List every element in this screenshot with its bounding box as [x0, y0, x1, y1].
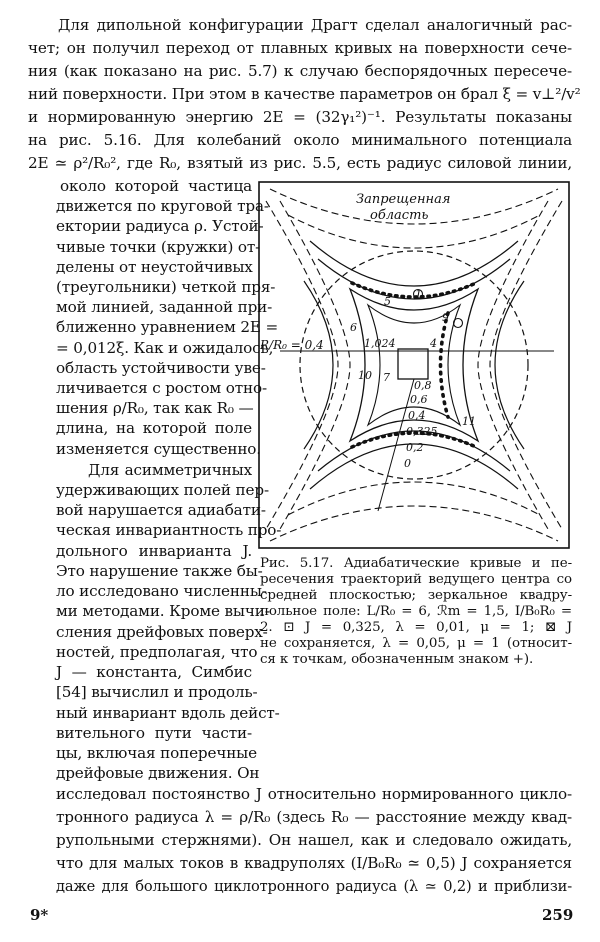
solid-curve [495, 281, 524, 449]
text-line: тронного радиуса λ = ρ/R₀ (здесь R₀ — расстояние между квад- [56, 808, 572, 826]
text-line: вой нарушается адиабати- [56, 501, 266, 519]
solid-curve [304, 281, 333, 449]
forbidden-region-label-1: Запрещенная [356, 192, 451, 207]
text-line: рупольными стержнями). Он нашел, как и следовало ожидать, [56, 831, 572, 849]
text-line: изменяется существенно. [56, 440, 261, 458]
text-line: 2E ≃ ρ²/R₀², где R₀, взятый из рис. 5.5, есть радиус силовой линии, [28, 154, 572, 172]
page-number: 259 [542, 906, 574, 924]
text-line: ческая инвариантность про- [56, 521, 282, 539]
figure-adiabatic-curves [258, 181, 570, 549]
center-square [398, 349, 428, 379]
text-line: делены от неустойчивых [56, 258, 253, 276]
curve-number: 0,2 [406, 441, 424, 454]
text-line: вительного пути части- [56, 724, 252, 742]
dashed-curve [266, 201, 338, 529]
text-line: ний поверхности. При этом в качестве параметров он брал ξ = v⊥²/v² [28, 85, 581, 103]
text-line: чет; он получил переход от плавных кривых на поверхности сече- [28, 39, 572, 57]
text-line: шения ρ/R₀, так как R₀ — [56, 399, 254, 417]
curve-number: 5 [384, 295, 391, 308]
figure-caption-line: не сохраняется, λ = 0,05, μ = 1 (относит- [260, 636, 572, 651]
text-line: мой линией, заданной при- [56, 298, 273, 316]
text-line: J — константа, Симбис [56, 663, 252, 681]
dashed-curve [280, 201, 350, 529]
figure-caption-line: ресечения траекторий ведущего центра со [260, 572, 572, 587]
solid-curve [310, 241, 518, 286]
curve-number: 0,6 [410, 393, 428, 406]
curve-number: 9 [442, 311, 449, 324]
curve-number: 10 [358, 369, 372, 382]
axis-label: R/R₀ = 0,4 [260, 338, 324, 352]
figure-caption-line: средней плоскостью; зеркальное квадру- [260, 588, 572, 603]
text-line: и нормированную энергию 2E = (32γ₁²)⁻¹. Результаты показаны [28, 108, 572, 126]
curve-number: 0,8 [414, 379, 432, 392]
curve-number: 6 [350, 321, 357, 334]
text-line: (треугольники) четкой пря- [56, 278, 276, 296]
text-line: Для асимметричных [88, 461, 252, 479]
text-line: ми методами. Кроме вычи- [56, 602, 270, 620]
dashed-curve [478, 201, 548, 529]
dashed-curve [288, 482, 540, 515]
text-line: ностей, предполагая, что [56, 643, 258, 661]
dashed-curve [270, 506, 558, 541]
text-line: удерживающих полей пер- [56, 481, 269, 499]
curve-number: 11 [462, 415, 476, 428]
text-line: ный инвариант вдоль дейст- [56, 704, 280, 722]
curve-number: 0 [404, 457, 411, 470]
text-line: движется по круговой тра- [56, 197, 269, 215]
dot-row [441, 313, 449, 417]
text-line: около которой частица [60, 177, 252, 195]
text-line: ния (как показано на рис. 5.7) к случаю беспорядочных пересече- [28, 62, 572, 80]
text-line: чивые точки (кружки) от- [56, 238, 261, 256]
text-line: на рис. 5.16. Для колебаний около минимального потенциала [28, 131, 572, 149]
text-line: дольного инварианта J. [56, 542, 252, 560]
text-line: ло исследовано численны- [56, 582, 267, 600]
text-line: длина, на которой поле [56, 419, 252, 437]
curve-number: 7 [383, 371, 390, 384]
text-line: сления дрейфовых поверх- [56, 623, 268, 641]
text-line: [54] вычислил и продоль- [56, 683, 258, 701]
text-line: дрейфовые движения. Он [56, 764, 260, 782]
text-line: область устойчивости уве- [56, 359, 266, 377]
figure-caption-line: польное поле: L/R₀ = 6, ℛm = 1,5, I/B₀R₀ = [260, 604, 572, 619]
text-line: личивается с ростом отно- [56, 379, 267, 397]
curve-number: 0,325 [406, 425, 438, 438]
footer-signature: 9* [30, 906, 49, 924]
text-line: ближенно уравнением 2E = [56, 318, 279, 336]
curve-number: 1 [415, 288, 422, 301]
text-line: даже для большого циклотронного радиуса (λ ≃ 0,2) и приблизи- [56, 878, 572, 895]
text-line: = 0,012ξ. Как и ожидалось, [56, 339, 274, 357]
text-line: цы, включая поперечные [56, 744, 257, 762]
figure-caption-line: Рис. 5.17. Адиабатические кривые и пе- [260, 556, 572, 571]
figure-caption-line: 2. ⊡ J = 0,325, λ = 0,01, μ = 1; ⊠ J [260, 620, 572, 635]
figure-caption-line: ся к точкам, обозначенным знаком +). [260, 652, 534, 667]
curve-number: 4 [430, 337, 437, 350]
text-line: исследовал постоянство J относительно нормированного цикло- [56, 785, 572, 803]
curve-number: 1,024 [364, 337, 396, 350]
forbidden-region-label-2: область [370, 208, 429, 223]
text-line: Для дипольной конфигурации Драгт сделал аналогичный рас- [58, 16, 572, 34]
figure-frame [259, 182, 569, 548]
dashed-curve [490, 201, 562, 529]
text-line: что для малых токов в квадруполях (I/B₀R₀ ≃ 0,5) J сохраняется [56, 854, 572, 872]
circle-marker [454, 319, 463, 328]
text-line: ектории радиуса ρ. Устой- [56, 217, 264, 235]
text-line: Это нарушение также бы- [56, 562, 263, 580]
curve-number: 0,4 [408, 409, 426, 422]
